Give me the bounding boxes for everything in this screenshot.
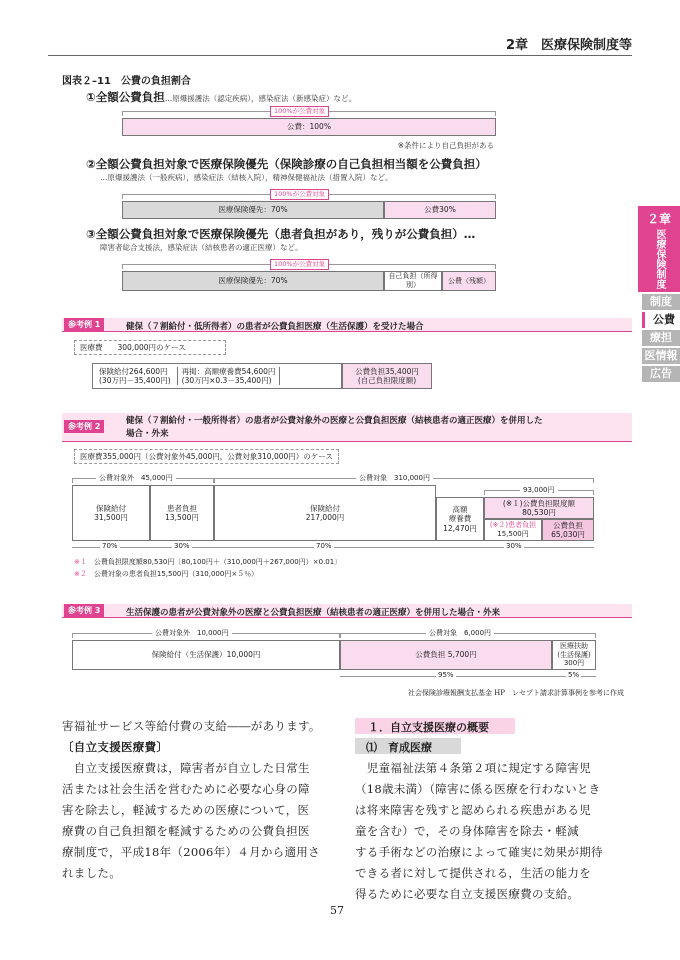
side-chapter-vertical: 医療保険制度 — [654, 229, 665, 289]
left-line1: 自立支援医療費は，障害者が自立した日常生 — [62, 761, 310, 775]
ref1-box1-line2: (30万円－35,400円) — [99, 376, 171, 385]
ref3-title: 生活保護の患者が公費対象外の医療と公費負担医療（結核患者の適正医療）を併用した場合・外来 — [126, 608, 501, 618]
ref3-b3b: (生活保護) — [557, 650, 591, 659]
ref2-case: 医療費355,000円（公費対象外45,000円，公費対象310,000円）のケース — [74, 449, 339, 464]
ref3-badge: 参考例 3 — [64, 604, 104, 617]
ref2-b5v: 80,530円 — [522, 508, 556, 517]
ref2-p4: 30% — [506, 542, 522, 550]
right-line3: は将来障害を残すと認められる疾患がある児 — [355, 803, 591, 817]
left-line6: れました。 — [62, 866, 121, 880]
ref2-b4v: 12,470円 — [443, 523, 477, 533]
ref2-badge: 参考例 2 — [64, 420, 104, 433]
ref1-box3-line2: (自己負担限度額) — [357, 376, 417, 385]
ref3-box-public: 公費負担 5,700円 — [340, 640, 552, 670]
ref2-title-1: 健保（７割給付・一般所得者）の患者が公費対象外の医療と公費負担医療（結核患者の適正医療）を併用した — [126, 416, 543, 426]
left-column — [62, 716, 342, 884]
ref1-case-label: 医療費 — [80, 343, 103, 352]
figure-title: 図表２–11 公費の負担割合 — [62, 76, 191, 87]
ref2-b6v: 15,500円 — [497, 530, 529, 538]
ref2-p1: 70% — [102, 542, 118, 550]
ref2-note2 — [74, 569, 258, 579]
ref1-title: 健保（７割給付・低所得者）の患者が公費負担医療（生活保護）を受けた場合 — [126, 322, 424, 332]
item2-bar-public: 公費30% — [384, 201, 496, 219]
ref1-case-value: 300,000円のケース — [117, 343, 186, 352]
ref2-box-patient2 — [484, 519, 542, 541]
right-column — [355, 758, 635, 905]
ref2-b1v: 31,500円 — [94, 513, 128, 522]
ref2-p3: 70% — [316, 542, 332, 550]
item2-title: ②全額公費負担対象で医療保険優先（保険診療の自己負担相当額を公費負担） — [86, 157, 487, 171]
item1-tag: 100%が公費対象 — [270, 106, 329, 117]
ref2-b1: 保険給付 — [96, 503, 126, 513]
side-chapter-tab[interactable] — [638, 206, 680, 292]
ref2-box-kogaku — [436, 497, 484, 541]
ref1-box3-line1: 公費負担35,400円 — [355, 366, 419, 376]
side-tab-kouhi[interactable]: 公費 — [642, 312, 680, 328]
left-line2: 活または社会生活を営むために必要な心身の障 — [62, 782, 310, 796]
section-title: １．自立支援医療の概要 — [368, 721, 489, 734]
left-line3: 害を除去し，軽減するための医療について，医 — [62, 803, 310, 817]
item3-tag: 100%が公費対象 — [270, 259, 329, 270]
ref3-b3a: 医療扶助 — [560, 641, 588, 650]
ref2-out-label: 公費対象外 45,000円 — [96, 473, 176, 483]
left-line5: 療制度で，平成18年（2006年）４月から適用さ — [62, 845, 320, 859]
ref2-b5: (※１)公費負担限度額 — [502, 498, 576, 508]
ref2-note1 — [74, 557, 341, 567]
ref2-in-label: 公費対象 310,000円 — [356, 473, 433, 483]
side-tab-iryojoho[interactable]: 医情報 — [642, 348, 680, 364]
page-number: 57 — [330, 904, 344, 917]
ref1-badge: 参考例 1 — [64, 318, 104, 331]
ref2-b7: 公費負担 — [553, 520, 583, 530]
ref2-b3v: 217,000円 — [305, 513, 345, 522]
item1-bar: 公費：100% — [122, 118, 496, 136]
ref3-box-insurance: 保険給付（生活保護）10,000円 — [72, 640, 340, 670]
side-tab-seido[interactable]: 制度 — [642, 294, 680, 310]
subsection-title: ⑴ 育成医療 — [366, 741, 432, 754]
item3-title: ③全額公費負担対象で医療保険優先（患者負担があり，残りが公費負担）… — [86, 227, 476, 241]
ref2-note2-mark: ※２ — [74, 570, 87, 578]
ref2-box-insurance1 — [72, 485, 150, 541]
ref1-public-box — [342, 363, 432, 389]
left-heading: 〔自立支援医療費〕 — [62, 740, 169, 754]
ref3-percent-line — [340, 676, 596, 677]
item3-bar-insurance: 医療保険優先：70% — [122, 271, 384, 291]
ref3-in-label: 公費対象 6,000円 — [426, 628, 494, 638]
item2-bar-insurance: 医療保険優先：70% — [122, 201, 384, 219]
item3-bar-self: 自己負担（所得別） — [384, 271, 442, 291]
ref2-p2: 30% — [174, 542, 190, 550]
ref2-sub-label: 93,000円 — [520, 485, 558, 495]
ref2-title-2: 場合・外来 — [126, 429, 169, 439]
right-line7: 得るために必要な自立支援医療費の支給。 — [355, 887, 580, 901]
ref2-box-patient — [150, 485, 214, 541]
left-line4: 療費の自己負担額を軽減するための公費負担医 — [62, 824, 310, 838]
ref2-b4a: 高額 — [452, 504, 468, 514]
ref3-b3c: 300円 — [563, 659, 585, 668]
right-line4: 童を含む）で，その身体障害を除去・軽減 — [355, 824, 579, 838]
ref2-b4b: 療養費 — [448, 514, 472, 524]
item2-tag: 100%が公費対象 — [270, 189, 329, 200]
item1-footnote: ※条件により自己負担がある — [397, 141, 494, 150]
item3-bar-public: 公費（残額） — [442, 271, 496, 291]
item3-note: 障害者総合支援法，感染症法（結核患者の適正医療）など。 — [100, 243, 303, 252]
ref2-b2: 患者負担 — [167, 503, 197, 513]
ref3-box-assist — [552, 640, 596, 670]
ref2-note1-text: 公費負担限度額80,530円〔80,100円＋（310,000円＋267,000円）×0.01〕 — [93, 558, 342, 566]
item1-heading — [86, 86, 356, 105]
ref3-out-label: 公費対象外 10,000円 — [152, 628, 232, 638]
ref2-box-public — [542, 519, 594, 541]
right-line5: する手術などの治療によって確実に効果が期待 — [355, 845, 603, 859]
chapter-header: 2章 医療保険制度等 — [505, 38, 632, 53]
right-line6: できる者に対して提供される，生活の能力を — [355, 866, 591, 880]
ref2-b2v: 13,500円 — [165, 513, 199, 522]
item2-note: …原爆援護法（一般疾病），感染症法（結核入院），精神保健福祉法（措置入院）など。 — [100, 173, 393, 182]
ref1-box2-line2: (30万円×0.3－35,400円) — [181, 376, 272, 385]
side-chapter-label: ２章 — [646, 212, 671, 226]
side-tab-ryotan[interactable]: 療担 — [642, 330, 680, 346]
ref1-case — [74, 340, 226, 355]
ref2-b6: (※２)患者負担 — [489, 521, 537, 530]
left-line0: 害福祉サービス等給付費の支給――があります。 — [62, 719, 321, 733]
item1-title: ①全額公費負担 — [86, 90, 165, 104]
ref1-box1-line1: 保険給付264,600円 — [99, 366, 168, 376]
ref3-source: 社会保険診療報酬支払基金 HP レセプト請求計算事例を参考に作成 — [407, 689, 624, 697]
ref3-p2: 5% — [568, 671, 580, 679]
side-tab-kokoku[interactable]: 広告 — [642, 366, 680, 382]
ref3-p1: 95% — [438, 671, 454, 679]
header-rule — [48, 55, 632, 56]
ref2-box-limit — [484, 497, 594, 519]
ref1-insurance-box — [92, 363, 342, 389]
ref2-b7v: 65,030円 — [551, 530, 585, 539]
ref2-b3: 保険給付 — [309, 503, 340, 513]
ref2-note1-mark: ※１ — [74, 558, 87, 566]
item1-note: …原爆援護法（認定疾病），感染症法（新感染症）など。 — [164, 94, 356, 103]
ref2-note2-text: 公費対象の患者負担15,500円（310,000円×５％） — [93, 570, 259, 578]
right-line2: （18歳未満）（障害に係る医療を行わないとき — [355, 782, 601, 796]
ref2-box-insurance2 — [214, 485, 436, 541]
ref1-box2-line1: 再掲：高額療養費54,600円 — [181, 366, 276, 376]
right-line1: 児童福祉法第４条第２項に規定する障害児 — [355, 761, 591, 775]
